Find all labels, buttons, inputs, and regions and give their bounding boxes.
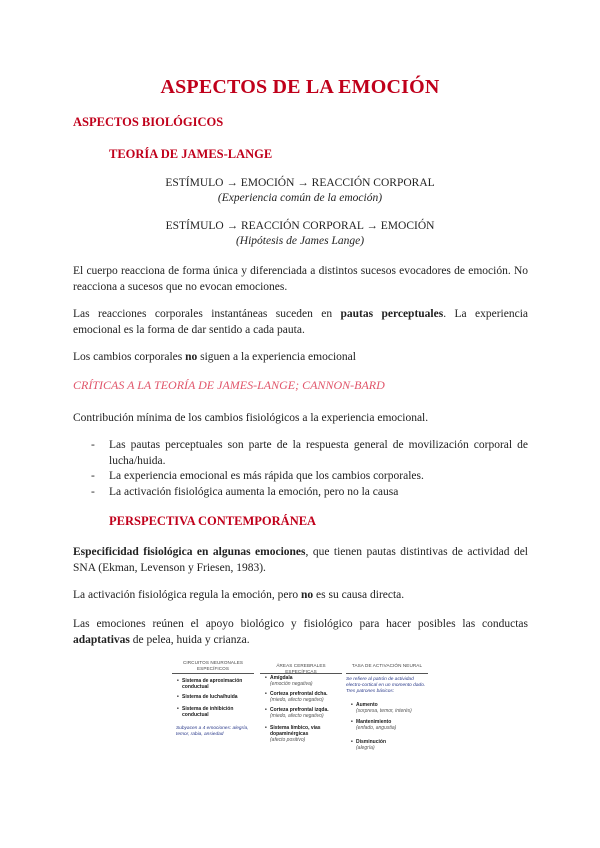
paragraph-contribucion-minima: Contribución mínima de los cambios fisiológicos a la experiencia emocional. [73,412,429,424]
section-heading-biologicos: ASPECTOS BIOLÓGICOS [73,115,224,129]
paragraph-pautas-perceptuales: Las reacciones corporales instantáneas suceden en pautas perceptuales. La experiencia emocional es la forma de dar sentido a cada pauta. [73,308,528,336]
table-note-patron: Se refiere al patrón de actividad electro-cortical en un momento dado. Tres patrones básicos: [346,677,426,694]
table-rule [260,673,342,674]
table-rule [172,673,254,674]
table-cell: • Sistema de lucha/huida [177,694,238,700]
table-header-circuitos: CIRCUITOS NEURONALES ESPECÍFICOS [182,660,244,671]
list-item: - La experiencia emocional es más rápida que los cambios corporales. [91,470,424,482]
paragraph-emociones-reunen: Las emociones reúnen el apoyo biológico y fisiológico para hacer posibles las conductas adaptativas de pelea, huida y crianza. [73,618,528,646]
table-cell: • Corteza prefrontal izqda. (miedo, afecto negativo) [265,707,329,719]
paragraph-activacion-regula: La activación fisiológica regula la emoción, pero no es su causa directa. [73,589,405,601]
criticas-list [73,438,528,500]
subsection-heading-james-lange: TEORÍA DE JAMES-LANGE [109,147,273,161]
list-item: - La activación fisiológica aumenta la emoción, pero no la causa [91,485,399,498]
table-cell: • Disminución (alegría) [351,739,387,751]
subsection-heading-perspectiva: PERSPECTIVA CONTEMPORÁNEA [109,514,317,528]
paragraph-cambios-corporales: Los cambios corporales no siguen a la experiencia emocional [73,351,356,363]
paragraph-especificidad: Especificidad fisiológica en algunas emociones, que tienen pautas distintivas de actividad del SNA (Ekman, Levenson y Friesen, 1983). [73,546,528,574]
table-cell: • Sistema de aproximación conductual [177,678,243,690]
criticas-heading: CRÍTICAS A LA TEORÍA DE JAMES-LANGE; CANNON-BARD [73,378,385,392]
table-rule [346,673,428,674]
page-title: ASPECTOS DE LA EMOCIÓN [160,76,440,98]
table-header-areas: ÁREAS CEREBRALES ESPECÍFICAS [276,663,326,674]
table-cell: • Mantenimiento (enfado, angustia) [351,719,397,731]
table-cell: • Aumento (sorpresa, temor, interés) [351,702,412,714]
list-item: - Las pautas perceptuales son parte de la respuesta general de movilización corporal de lucha/huida. [91,439,528,467]
formula-experiencia-comun-note: (Experiencia común de la emoción) [217,192,383,204]
table-note-emociones: Subyacen a 4 emociones: alegría, temor, rabia, ansiedad [176,726,249,737]
table-cell: • Sistema límbico, vías dopaminérgicas (afecto positivo) [265,725,321,743]
formula-hipotesis-james-lange: ESTÍMULO → REACCIÓN CORPORAL → EMOCIÓN [165,220,435,232]
table-cell: • Amígdala (emoción negativa) [265,675,313,687]
table-cell: • Sistema de inhibición conductual [177,706,234,718]
formula-hipotesis-note: (Hipótesis de James Lange) [235,235,365,247]
formula-experiencia-comun: ESTÍMULO → EMOCIÓN → REACCIÓN CORPORAL [165,177,435,189]
table-header-tasa: TASA DE ACTIVACIÓN NEURAL [351,663,423,668]
table-cell: • Corteza prefrontal dcha. (miedo, afecto negativo) [265,691,328,703]
paragraph-cuerpo-reacciona: El cuerpo reacciona de forma única y diferenciada a distintos sucesos evocadores de emoción. No reacciona a sucesos que no evocan emociones. [73,265,528,293]
emotion-brain-table [172,660,427,788]
